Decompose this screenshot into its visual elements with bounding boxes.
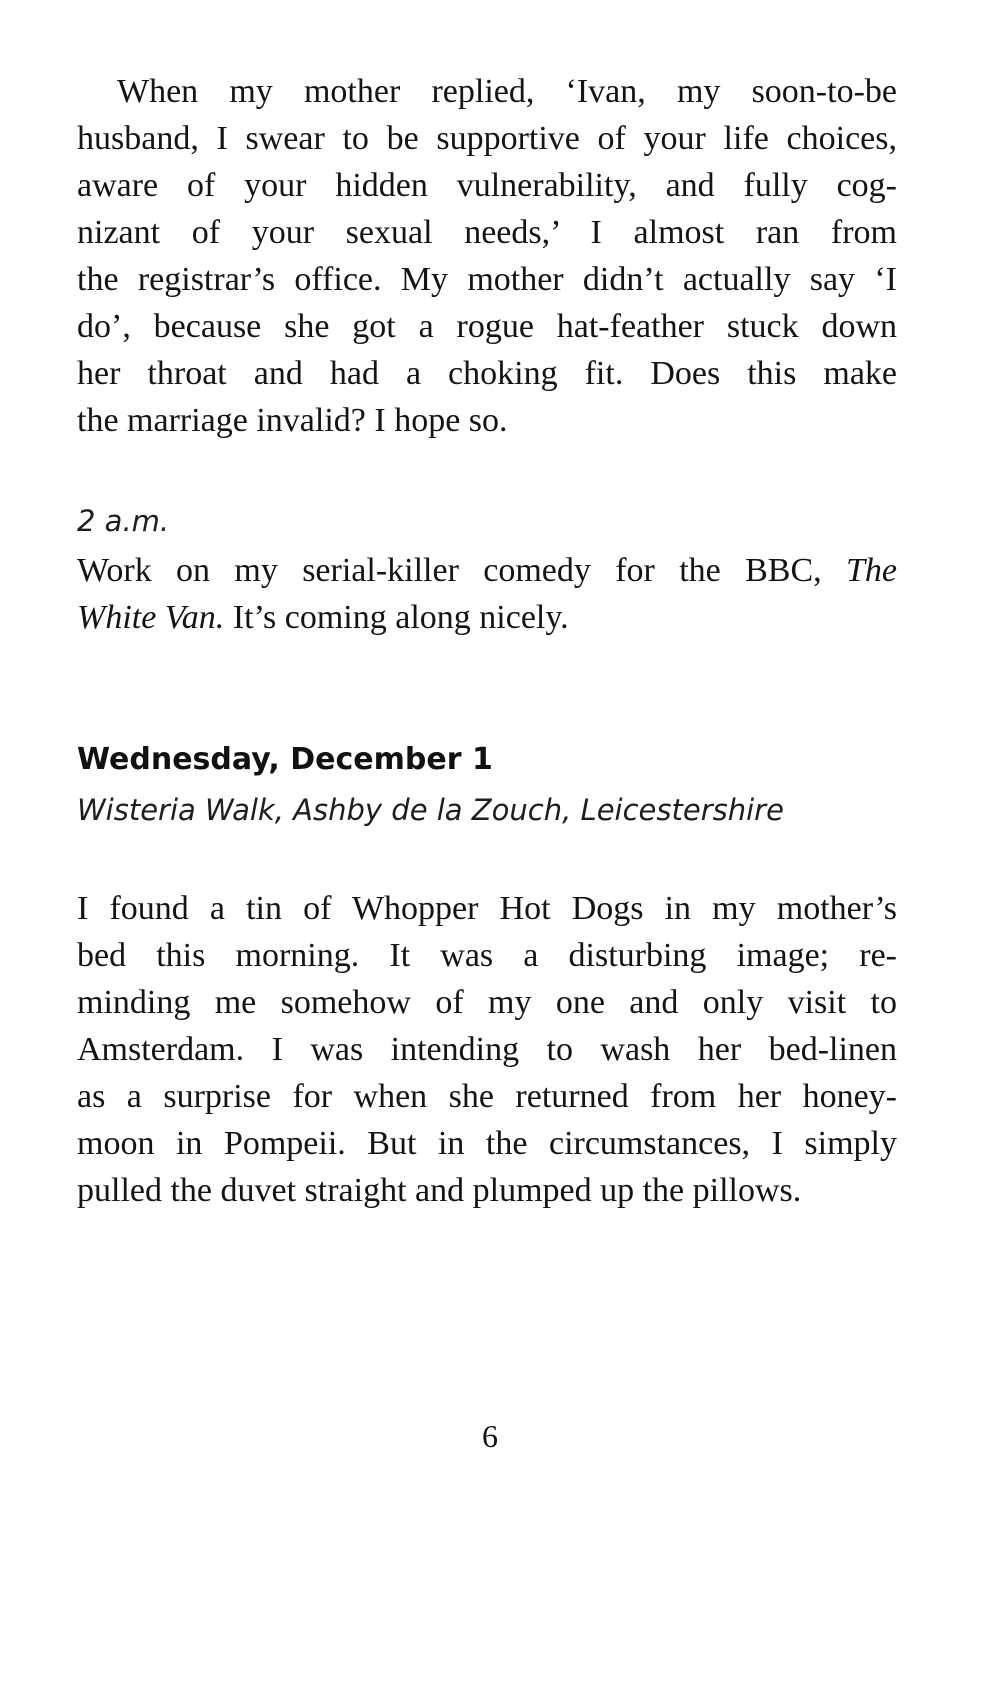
paragraph-line [77, 598, 897, 638]
paragraph-line: minding me somehow of my one and only visit to [77, 984, 897, 1021]
paragraph-line [77, 551, 897, 591]
paragraph-line: the registrar’s office. My mother didn’t actually say ‘I [77, 261, 897, 298]
line-text: It’s coming along nicely. [224, 599, 569, 636]
paragraph-line: the marriage invalid? I hope so. [77, 402, 508, 439]
line-text: Work on my serial-killer comedy for the BBC, [77, 552, 822, 589]
paragraph-line: nizant of your sexual needs,’ I almost ran from [77, 214, 897, 251]
paragraph-line: her throat and had a choking fit. Does this make [77, 355, 897, 392]
entry-time: 2 a.m. [77, 504, 170, 538]
paragraph-line: I found a tin of Whopper Hot Dogs in my mother’s [77, 890, 897, 927]
paragraph-line: pulled the duvet straight and plumped up the pillows. [77, 1172, 802, 1209]
paragraph-line: moon in Pompeii. But in the circumstances, I simply [77, 1125, 897, 1162]
diary-location: Wisteria Walk, Ashby de la Zouch, Leicestershire [77, 793, 784, 827]
paragraph-line: When my mother replied, ‘Ivan, my soon-to-be [117, 73, 897, 110]
paragraph-line: husband, I swear to be supportive of your life choices, [77, 120, 897, 157]
page-number: 6 [482, 1418, 498, 1454]
diary-date-heading: Wednesday, December 1 [77, 742, 493, 777]
show-title: White Van. [77, 599, 225, 636]
paragraph-line: bed this morning. It was a disturbing image; re- [77, 937, 897, 974]
show-title: The [846, 552, 898, 589]
paragraph-line: as a surprise for when she returned from her honey- [77, 1078, 897, 1115]
paragraph-line: do’, because she got a rogue hat-feather stuck down [77, 308, 897, 345]
paragraph-line: Amsterdam. I was intending to wash her bed-linen [77, 1031, 897, 1068]
paragraph-line: aware of your hidden vulnerability, and fully cog- [77, 167, 897, 204]
